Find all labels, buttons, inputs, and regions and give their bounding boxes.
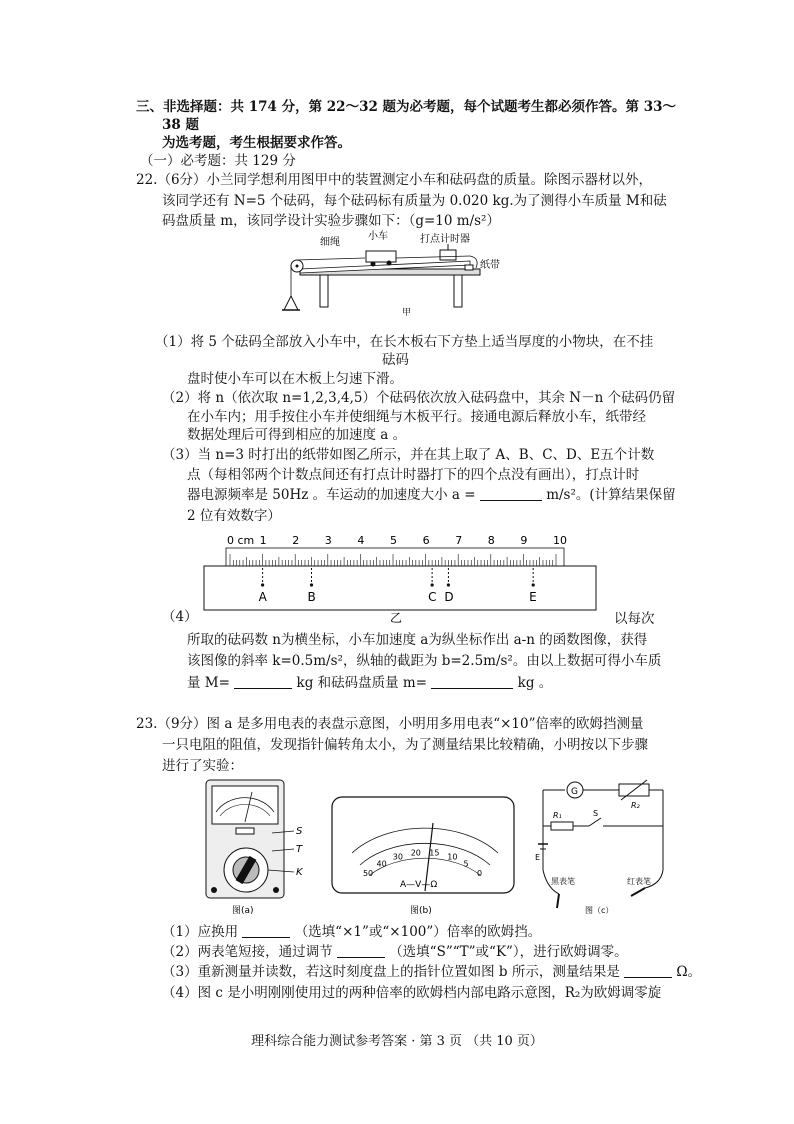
ruler-number: 2: [292, 534, 300, 547]
q23-step3-prompt: （3）重新测量并读数，若这时刻度盘上的指针位置如图 b 所示，测量结果是: [162, 964, 620, 980]
section-subheading: （一）必考题：共 129 分: [140, 153, 296, 169]
ruler-number: 6: [422, 534, 430, 547]
ruler-body: [226, 548, 564, 566]
figure-c-caption: 图（c）: [585, 906, 614, 915]
rope-label: 细绳: [320, 237, 340, 248]
dial-scale-number: 0: [477, 869, 483, 879]
q23-line1: 23.（9分）图 a 是多用电表的表盘示意图，小明用多用电表“×10”倍率的欧姆挡测量: [136, 716, 644, 732]
ruler-number: 10: [553, 534, 567, 547]
section-heading-line1: 三、非选择题：共 174 分，第 22～32 题为必考题，每个试题考生都必须作答。第 33～: [136, 99, 677, 115]
q22-line3: 码盘质量 m，该同学设计实验步骤如下：（g=10 m/s²）: [162, 213, 500, 229]
q23-step3-unit: Ω。: [676, 964, 702, 980]
point-label: A: [258, 590, 267, 604]
label-K: K: [296, 867, 303, 878]
timer-label: 打点计时器: [420, 234, 470, 245]
mass-m-unit: kg 。: [517, 675, 553, 691]
figure-yi-caption: 乙: [390, 611, 403, 625]
q23-step2-options: （选填“S”“T”或“K”），进行欧姆调零。: [389, 944, 628, 960]
q22-step1-line3: 盘时使小车可以在木板上匀速下滑。: [187, 371, 403, 387]
R2-label: R₂: [631, 801, 640, 810]
q23-line2: 一只电阻的阻值，发现指针偏转角太小，为了测量结果比较精确，小明按以下步骤: [162, 737, 648, 753]
q22-step2-line3: 数据处理后可得到相应的加速度 a 。: [187, 427, 407, 443]
R1-label: R₁: [553, 811, 562, 820]
dial-scale-number: 30: [392, 852, 403, 862]
q22-step4-line2: 所取的砝码数 n为横坐标，小车加速度 a为纵坐标作出 a-n 的函数图像，获得: [187, 632, 648, 648]
black-probe-label: 黑表笔: [551, 877, 575, 886]
red-probe-label: 红表笔: [627, 877, 651, 886]
point-label: D: [444, 590, 454, 604]
ruler-number: 7: [455, 534, 463, 547]
ruler-number: 9: [520, 534, 528, 547]
dial-label: A—V—Ω: [400, 880, 438, 890]
counting-point: [447, 583, 450, 586]
label-S: S: [296, 826, 303, 837]
point-label: E: [529, 590, 537, 604]
q23-step2-prompt: （2）两表笔短接，通过调节: [162, 944, 333, 960]
tape-label: 纸带: [480, 260, 500, 271]
q22-step1-line2: 砝码: [382, 352, 409, 368]
ruler-number: 5: [390, 534, 397, 547]
ruler-figure: [200, 530, 600, 625]
page-footer: 理科综合能力测试参考答案 · 第 3 页 （共 10 页）: [251, 1034, 543, 1049]
battery-label: E: [535, 853, 541, 862]
q23-line3: 进行了实验：: [162, 758, 243, 774]
q22-step4-line1: 以每次: [614, 611, 655, 627]
cart-label: 小车: [368, 231, 388, 242]
point-label: B: [307, 590, 316, 604]
dial-scale-number: 50: [362, 869, 374, 879]
q22-step3-line2: 点（每相邻两个计数点间还有打点计时器打下的四个点没有画出），打点计时: [187, 467, 640, 483]
q22-line1: 22.（6分）小兰同学想利用图甲中的装置测定小车和砝码盘的质量。除图示器材以外，: [136, 172, 653, 188]
q23-step4: （4）图 c 是小明刚刚使用过的两种倍率的欧姆档内部电路示意图，R₂为欧姆调零旋: [162, 985, 662, 1001]
label-T: T: [296, 844, 303, 855]
q22-step4-number: （4）: [162, 609, 198, 625]
mass-m-prompt: kg 和砝码盘质量 m=: [296, 675, 428, 691]
q22-step3-line4: 2 位有效数字）: [187, 508, 281, 524]
counting-point: [532, 583, 535, 586]
accel-prompt: 器电源频率是 50Hz 。车运动的加速度大小 a =: [187, 487, 476, 503]
q22-step2-line1: （2）将 n（依次取 n=1,2,3,4,5）个砝码依次放入砝码盘中，其余 N－n 个砝码仍留: [162, 390, 676, 406]
counting-point: [261, 583, 264, 586]
galvanometer-label: G: [571, 787, 578, 797]
mass-M-blank[interactable]: [234, 674, 292, 689]
circuit-figure-c: [535, 778, 675, 918]
q23-step1-prompt: （1）应换用: [162, 924, 239, 940]
accel-answer-blank[interactable]: [480, 486, 542, 501]
mass-M-prompt: 量 M=: [187, 675, 230, 691]
q22-step1-line1: （1）将 5 个砝码全部放入小车中，在长木板右下方垫上适当厚度的小物块，在不挂: [155, 334, 654, 350]
q22-step3-line3: [187, 485, 676, 505]
counting-point: [431, 583, 434, 586]
q23-step3: [162, 962, 701, 982]
ruler-number: 4: [357, 534, 365, 547]
figure-b-caption: 图(b): [410, 906, 432, 916]
ruler-number: 8: [487, 534, 495, 547]
dial-scale-number: 40: [376, 859, 387, 869]
dial-scale-number: 5: [463, 859, 469, 869]
q22-step2-line2: 在小车内；用手按住小车并使细绳与木板平行。接通电源后释放小车，纸带经: [187, 409, 646, 425]
counting-point: [310, 583, 313, 586]
point-label: C: [428, 590, 437, 604]
switch-label: S: [593, 809, 599, 818]
ruler-unit-label: 0 cm: [227, 534, 255, 547]
multimeter-figure-a: [200, 778, 305, 918]
figure-a-caption: 图(a): [232, 906, 254, 916]
knob-answer-blank[interactable]: [337, 943, 385, 958]
q23-step1-options: （选填“×1”或“×100”）倍率的欧姆挡。: [294, 924, 542, 940]
q22-step4-line3: 该图像的斜率 k=0.5m/s²，纵轴的截距为 b=2.5m/s²。由以上数据可得小车质: [187, 653, 662, 669]
q23-step2: [162, 942, 628, 962]
ruler-number: 3: [324, 534, 332, 547]
figure-jia-caption: 甲: [402, 308, 412, 318]
ruler-number: 1: [259, 534, 267, 547]
dial-scale-number: 15: [429, 848, 440, 858]
ratio-answer-blank[interactable]: [242, 923, 290, 938]
dial-scale-number: 10: [447, 852, 458, 862]
q23-step1: [162, 922, 541, 942]
section-heading-line2: 38 题: [162, 117, 199, 133]
q22-step3-line1: （3）当 n=3 时打出的纸带如图乙所示，并在其上取了 A、B、C、D、E五个计数: [162, 447, 655, 463]
dial-scale-number: 20: [410, 848, 421, 858]
mass-m-blank[interactable]: [431, 674, 513, 689]
dial-figure-b: [330, 795, 520, 920]
section-heading-line3: 为选考题，考生根据要求作答。: [162, 135, 351, 151]
resistance-answer-blank[interactable]: [624, 963, 672, 978]
apparatus-figure: [270, 228, 530, 320]
q22-step4-line4: [187, 673, 552, 693]
accel-unit: m/s²。(计算结果保留: [546, 487, 676, 503]
q22-line2: 该同学还有 N=5 个砝码，每个砝码标有质量为 0.020 kg.为了测得小车质量 M和砝: [162, 193, 667, 209]
